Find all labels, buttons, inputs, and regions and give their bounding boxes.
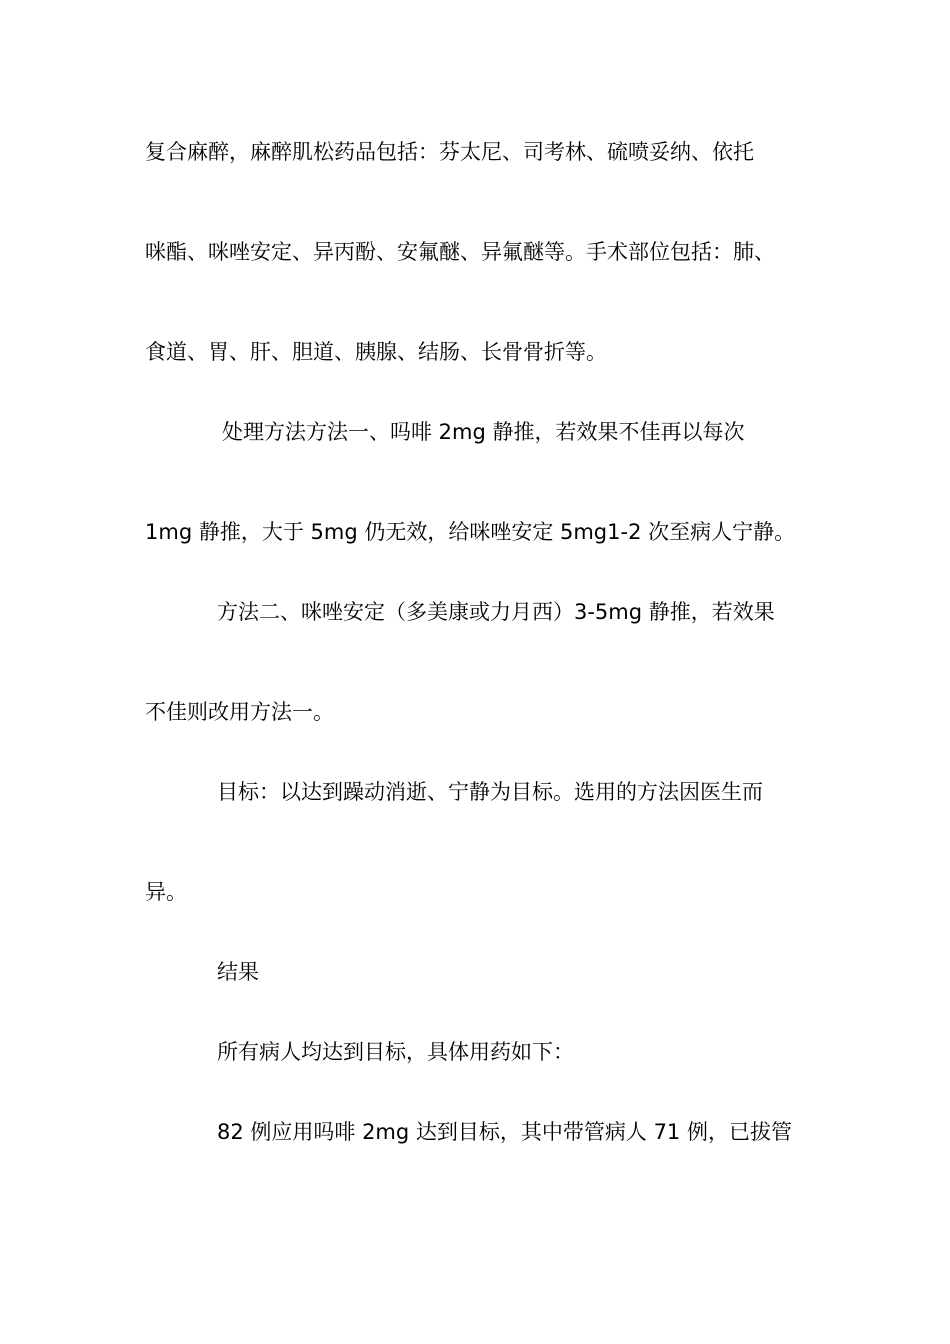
paragraph-line: 不佳则改用方法一。 xyxy=(145,700,334,724)
paragraph-line: 82 例应用吗啡 2mg 达到目标，其中带管病人 71 例，已拔管 xyxy=(217,1120,792,1144)
paragraph-line: 咪酯、咪唑安定、异丙酚、安氟醚、异氟醚等。手术部位包括：肺、 xyxy=(145,240,775,264)
paragraph-line: 方法二、咪唑安定（多美康或力月西）3-5mg 静推，若效果 xyxy=(217,600,775,624)
paragraph-line: 处理方法方法一、吗啡 2mg 静推，若效果不佳再以每次 xyxy=(222,420,745,444)
paragraph-line: 目标：以达到躁动消逝、宁静为目标。选用的方法因医生而 xyxy=(217,780,763,804)
paragraph-line: 异。 xyxy=(145,880,187,904)
paragraph-line: 1mg 静推，大于 5mg 仍无效，给咪唑安定 5mg1-2 次至病人宁静。 xyxy=(145,520,796,544)
section-heading: 结果 xyxy=(217,960,259,984)
paragraph-line: 所有病人均达到目标，具体用药如下： xyxy=(217,1040,574,1064)
paragraph-line: 复合麻醉，麻醉肌松药品包括：芬太尼、司考林、硫喷妥纳、依托 xyxy=(145,140,754,164)
paragraph-line: 食道、胃、肝、胆道、胰腺、结肠、长骨骨折等。 xyxy=(145,340,607,364)
